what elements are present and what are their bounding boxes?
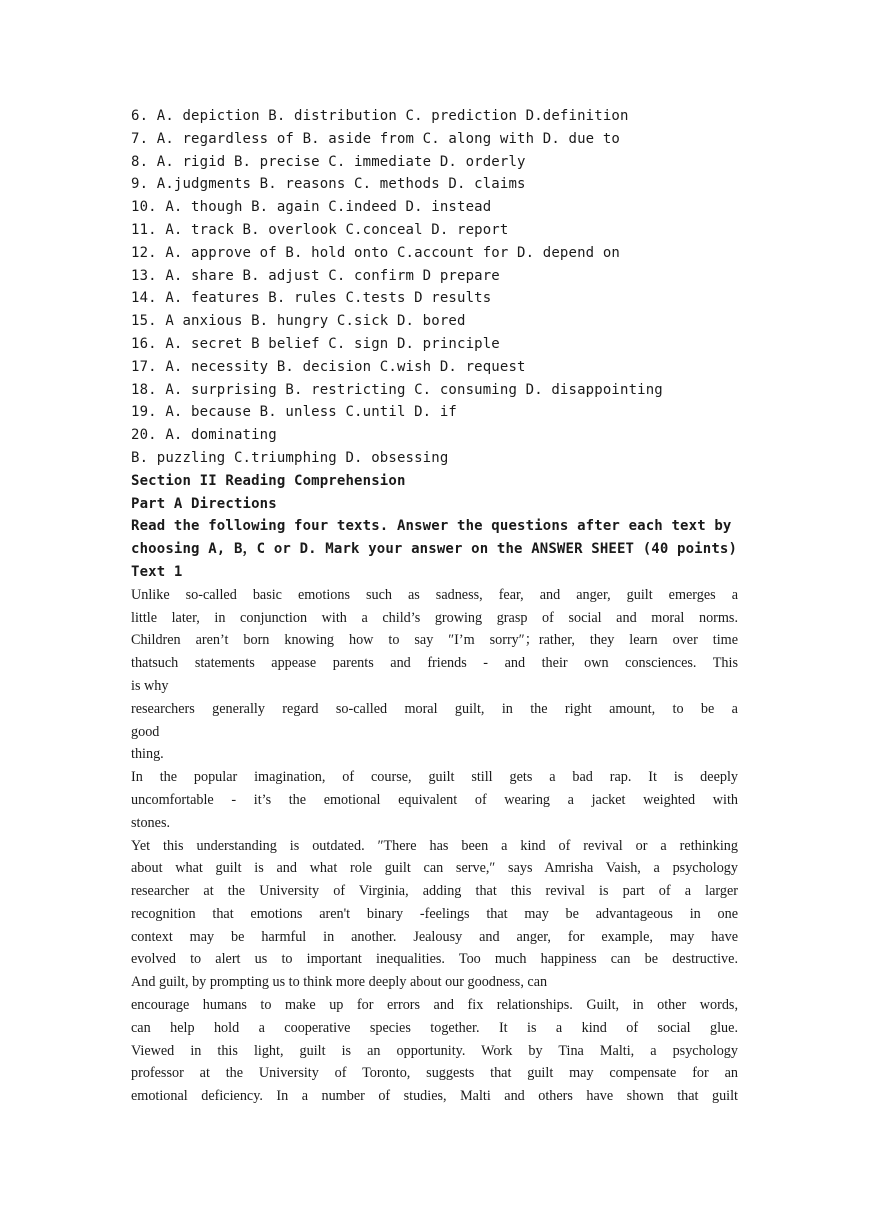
passage-line: little later, in conjunction with a child’s growing grasp of social and moral norms.: [131, 609, 738, 626]
option-line: 14. A. features B. rules C.tests D results: [131, 290, 492, 307]
option-line: B. puzzling C.triumphing D. obsessing: [131, 449, 449, 466]
directions-line: choosing A, B，C or D. Mark your answer on the ANSWER SHEET (40 points): [131, 541, 738, 558]
option-line: 9. A.judgments B. reasons C. methods D. claims: [131, 176, 526, 193]
passage-line: Children aren’t born knowing how to say ″I’m sorry″；rather, they learn over time: [131, 632, 738, 649]
option-line: 13. A. share B. adjust C. confirm D prepare: [131, 267, 500, 284]
option-line: 6. A. depiction B. distribution C. prediction D.definition: [131, 108, 629, 124]
passage-line: Viewed in this light, guilt is an opportunity. Work by Tina Malti, a psychology: [131, 1042, 738, 1059]
part-heading: Part A Directions: [131, 495, 277, 512]
option-line: 7. A. regardless of B. aside from C. along with D. due to: [131, 130, 620, 147]
option-line: 10. A. though B. again C.indeed D. instead: [131, 199, 492, 216]
option-line: 11. A. track B. overlook C.conceal D. report: [131, 221, 509, 238]
option-line: 19. A. because B. unless C.until D. if: [131, 404, 457, 421]
option-line: 15. A anxious B. hungry C.sick D. bored: [131, 313, 466, 330]
passage-line: thatsuch statements appease parents and friends - and their own consciences. This: [131, 655, 738, 672]
passage-line: uncomfortable - it’s the emotional equivalent of wearing a jacket weighted with: [131, 791, 738, 808]
option-line: 20. A. dominating: [131, 427, 277, 444]
passage-line: good: [131, 723, 160, 740]
passage-line: thing.: [131, 746, 164, 763]
option-line: 18. A. surprising B. restricting C. consuming D. disappointing: [131, 381, 663, 398]
option-line: 8. A. rigid B. precise C. immediate D. orderly: [131, 153, 526, 170]
passage-line: is why: [131, 677, 169, 694]
passage-line: And guilt, by prompting us to think more deeply about our goodness, can: [131, 974, 548, 991]
option-line: 16. A. secret B belief C. sign D. principle: [131, 335, 500, 352]
passage-line: encourage humans to make up for errors and fix relationships. Guilt, in other words,: [131, 997, 738, 1014]
option-line: 12. A. approve of B. hold onto C.account for D. depend on: [131, 244, 620, 261]
passage-line: Unlike so-called basic emotions such as sadness, fear, and anger, guilt emerges a: [131, 586, 738, 603]
passage-line: recognition that emotions aren't binary -feelings that may be advantageous in one: [131, 905, 738, 922]
section-title: Section II Reading Comprehension: [131, 472, 406, 489]
passage-line: professor at the University of Toronto, suggests that guilt may compensate for an: [131, 1065, 738, 1082]
passage-line: can help hold a cooperative species together. It is a kind of social glue.: [131, 1019, 738, 1036]
passage-line: emotional deficiency. In a number of studies, Malti and others have shown that guilt: [131, 1088, 738, 1105]
document-page: [131, 105, 738, 1108]
passage-line: Yet this understanding is outdated. ″There has been a kind of revival or a rethinking: [131, 837, 738, 854]
passage-line: evolved to alert us to important inequalities. Too much happiness can be destructive.: [131, 951, 738, 968]
passage-line: about what guilt is and what role guilt can serve,″ says Amrisha Vaish, a psychology: [131, 860, 738, 877]
passage-line: In the popular imagination, of course, guilt still gets a bad rap. It is deeply: [131, 769, 738, 786]
passage-text: [131, 584, 738, 1108]
option-line: 17. A. necessity B. decision C.wish D. request: [131, 358, 526, 375]
passage-line: researcher at the University of Virginia, adding that this revival is part of a larger: [131, 883, 738, 900]
directions-line: Read the following four texts. Answer the questions after each text by: [131, 518, 732, 535]
passage-line: context may be harmful in another. Jealousy and anger, for example, may have: [131, 928, 738, 945]
answer-options: [131, 105, 738, 470]
text-label: Text 1: [131, 563, 183, 580]
passage-line: researchers generally regard so-called moral guilt, in the right amount, to be a: [131, 700, 738, 717]
passage-line: stones.: [131, 814, 171, 831]
